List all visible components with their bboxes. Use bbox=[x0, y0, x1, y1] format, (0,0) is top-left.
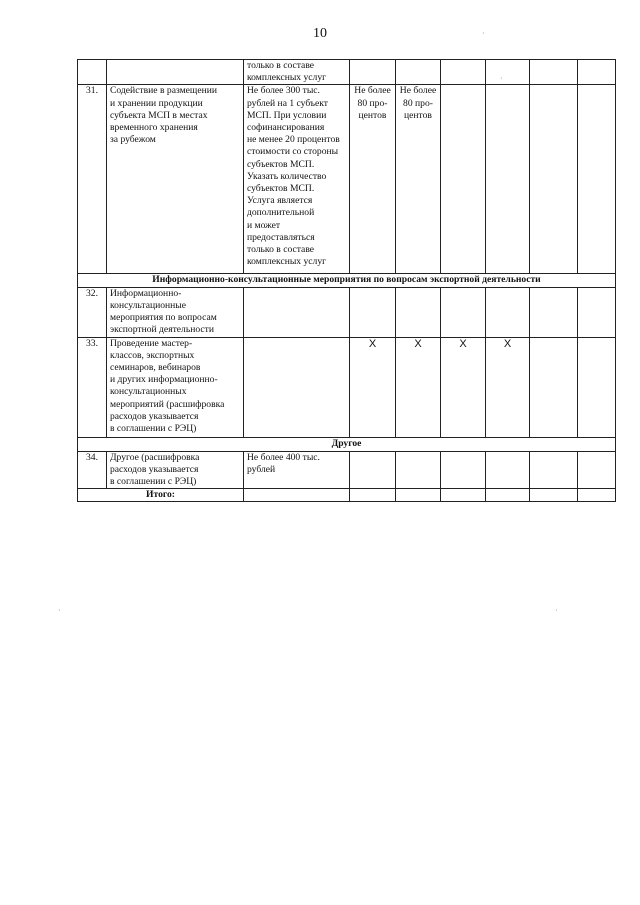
scan-speck: · bbox=[500, 74, 503, 83]
section-row-info bbox=[78, 274, 616, 287]
scan-speck: · bbox=[482, 29, 485, 38]
cell-mark-2: Х bbox=[396, 337, 441, 437]
cell-mark-3: Х bbox=[441, 337, 486, 437]
cell-percent-2: Не более 80 про- центов bbox=[396, 85, 441, 274]
cell-name: Содействие в размещении и хранении продукции субъекта МСП в местах временного хранения за рубежом bbox=[107, 85, 244, 274]
cell-name: Проведение мастер- классов, экспортных семинаров, вебинаров и других информационно- консультационных мероприятий (расшифровка расходов указывается в соглашении с РЭЦ) bbox=[107, 337, 244, 437]
total-row bbox=[78, 489, 616, 502]
expense-table bbox=[77, 59, 616, 502]
cell-num bbox=[78, 60, 107, 85]
table-row-32 bbox=[78, 287, 616, 337]
table-row-31 bbox=[78, 85, 616, 274]
cell-cost: Не более 400 тыс. рублей bbox=[244, 451, 350, 489]
cell-num: 32. bbox=[78, 287, 107, 337]
cell-num: 34. bbox=[78, 451, 107, 489]
table-row-continued bbox=[78, 60, 616, 85]
cell-name bbox=[107, 60, 244, 85]
table-row-34 bbox=[78, 451, 616, 489]
section-row-other bbox=[78, 437, 616, 451]
cell-name: Другое (расшифровка расходов указывается в соглашении с РЭЦ) bbox=[107, 451, 244, 489]
cell-mark-1: Х bbox=[350, 337, 396, 437]
cell-cost: только в составе комплексных услуг bbox=[244, 60, 350, 85]
cell-name: Информационно- консультационные мероприятия по вопросам экспортной деятельности bbox=[107, 287, 244, 337]
cell-mark-4: Х bbox=[486, 337, 530, 437]
cell-percent-1: Не более 80 про- центов bbox=[350, 85, 396, 274]
scan-speck: · bbox=[555, 606, 558, 615]
page-number: 10 bbox=[313, 26, 327, 41]
scan-speck: · bbox=[58, 606, 61, 615]
section-heading: Другое bbox=[78, 437, 616, 451]
cell-num: 33. bbox=[78, 337, 107, 437]
total-label: Итого: bbox=[78, 489, 244, 502]
table-row-33 bbox=[78, 337, 616, 437]
cell-cost: Не более 300 тыс. рублей на 1 субъект МСП. При условии софинансирования не менее 20 процентов стоимости со стороны субъектов МСП. Указать количество субъектов МСП. Услуга является дополнительной и может предоставляться только в составе комплексных услуг bbox=[244, 85, 350, 274]
section-heading: Информационно-консультационные мероприятия по вопросам экспортной деятельности bbox=[78, 274, 616, 287]
cell-num: 31. bbox=[78, 85, 107, 274]
